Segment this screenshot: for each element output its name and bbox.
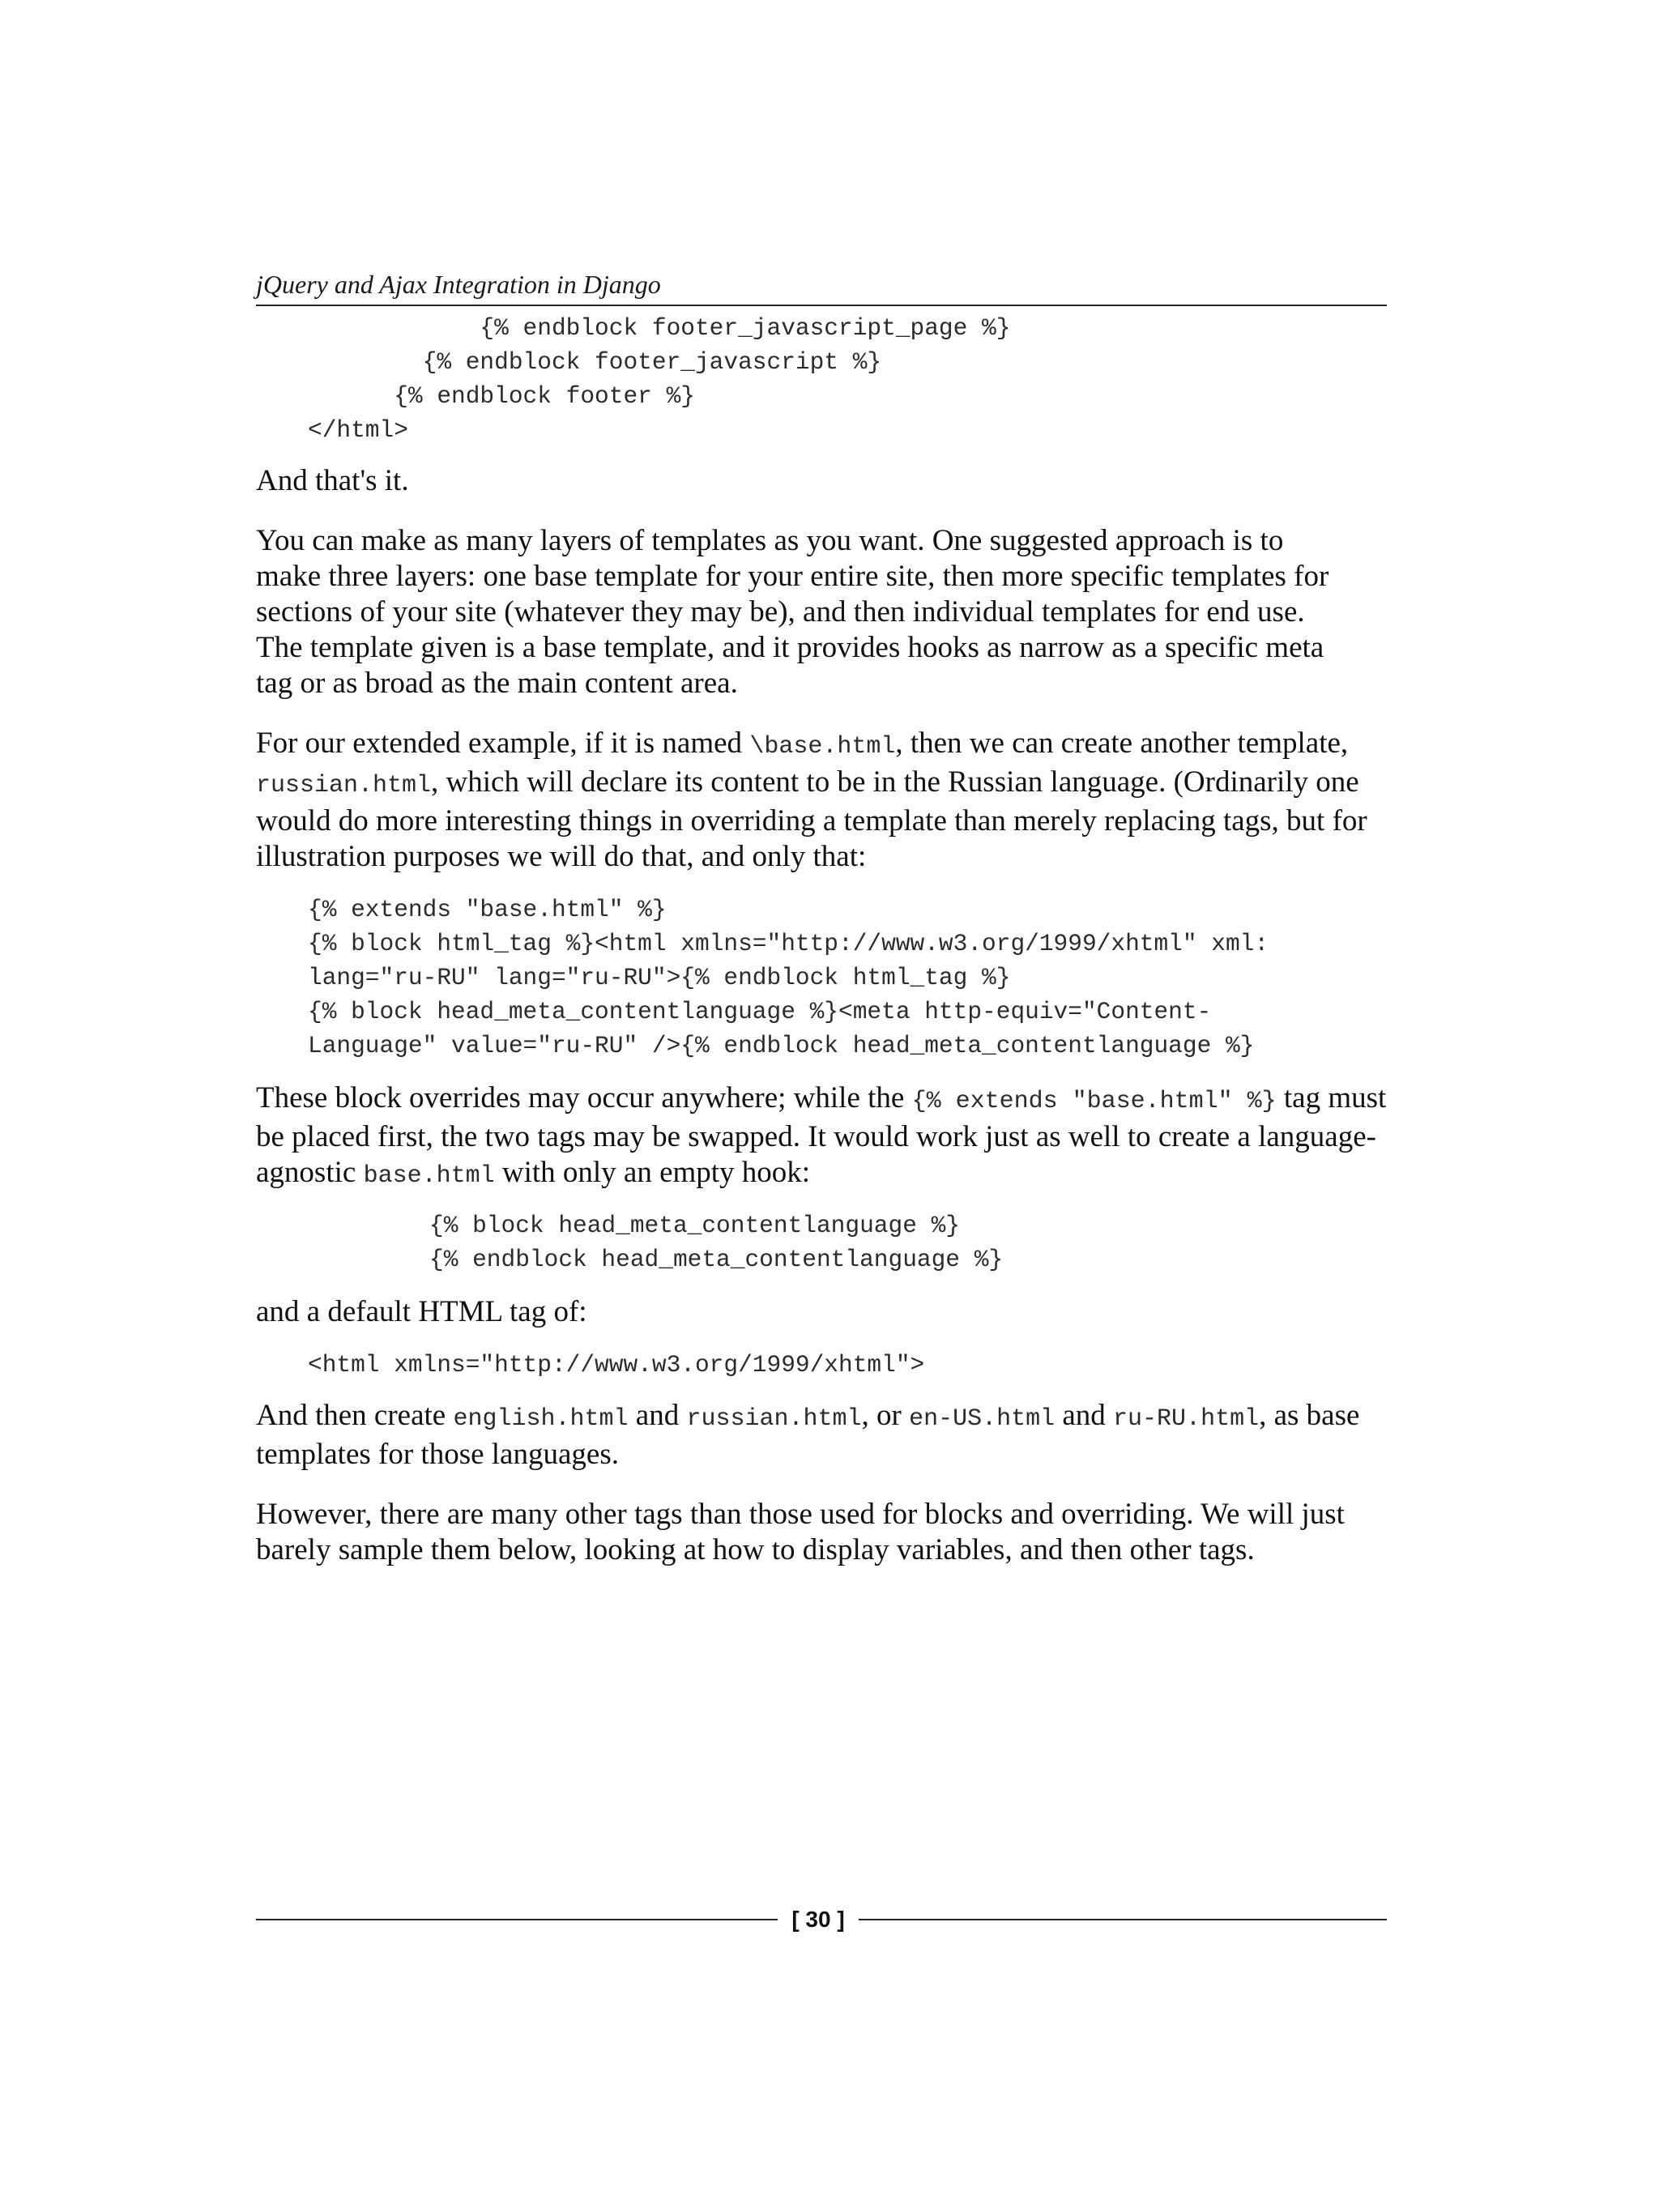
running-header: jQuery and Ajax Integration in Django [256,267,1387,306]
code-line: lang="ru-RU" lang="ru-RU">{% endblock html_tag %} [308,964,1011,991]
paragraph [256,726,1387,875]
inline-code: base.html [363,1162,495,1190]
inline-code: ru-RU.html [1113,1405,1260,1433]
text-run: , or [861,1399,910,1432]
text-run: , then we can create another template, [895,727,1349,760]
text-run: These block overrides may occur anywhere; while the [256,1081,912,1115]
footer-rule [859,1919,1387,1920]
text-run: And then create [256,1399,454,1432]
code-line: {% extends "base.html" %} [308,896,667,923]
text-run: For our extended example, if it is named [256,727,750,760]
page-content [256,267,1387,1568]
inline-code: \base.html [749,733,896,761]
code-block [256,1208,1387,1276]
paragraph [256,1398,1387,1473]
inline-code: russian.html [256,772,432,799]
code-line: {% block html_tag %}<html xmlns="http://www.w3.org/1999/xhtml" xml: [308,930,1269,957]
inline-code: {% extends "base.html" %} [911,1088,1277,1115]
code-line: </html> [308,416,408,444]
paragraph: and a default HTML tag of: [256,1295,587,1328]
code-line: Language" value="ru-RU" />{% endblock head_meta_contentlanguage %} [308,1032,1255,1059]
page-footer [256,1903,1387,1936]
code-line: {% block head_meta_contentlanguage %}<meta http-equiv="Content- [308,998,1212,1025]
code-line: {% endblock footer_javascript %} [308,348,882,376]
code-block [256,1348,1387,1382]
text-run: , as base templates for those languages. [256,1399,1360,1471]
paragraph: You can make as many layers of templates as you want. One suggested approach is to make three layers: one base template for your entire site, then more specific templates for sections of your site (whatever they may be), and then individual templates for end use. The template given is a base template, and it provides hooks as narrow as a specific meta tag or as broad as the main content area. [256,524,1329,700]
code-line: {% block head_meta_contentlanguage %} [429,1212,961,1239]
text-run: and [628,1399,687,1432]
code-block [256,311,1387,447]
code-line: <html xmlns="http://www.w3.org/1999/xhtml"> [308,1351,925,1379]
footer-rule [256,1919,778,1920]
inline-code: en-US.html [909,1405,1056,1433]
code-line: {% endblock footer_javascript_page %} [308,314,1011,342]
paragraph [256,1080,1387,1194]
code-block [256,893,1387,1063]
text-run: tag must be placed first, the two tags may be swapped. It would work just as well to create a language-agnostic [256,1081,1387,1189]
code-line: {% endblock head_meta_contentlanguage %} [429,1246,1004,1273]
paragraph: However, there are many other tags than those used for blocks and overriding. We will just barely sample them below, looking at how to display variables, and then other tags. [256,1498,1345,1566]
inline-code: russian.html [686,1405,862,1433]
code-line: {% endblock footer %} [308,382,695,410]
text-run: and [1055,1399,1114,1432]
text-run: , which will declare its content to be in the Russian language. (Ordinarily one would do more interesting things in overriding a template than merely replacing tags, but for illustration purposes we will do that, and only that: [256,765,1367,873]
page-number: [ 30 ] [791,1907,845,1932]
text-run: with only an empty hook: [494,1156,811,1189]
paragraph: And that's it. [256,464,409,497]
inline-code: english.html [453,1405,629,1433]
